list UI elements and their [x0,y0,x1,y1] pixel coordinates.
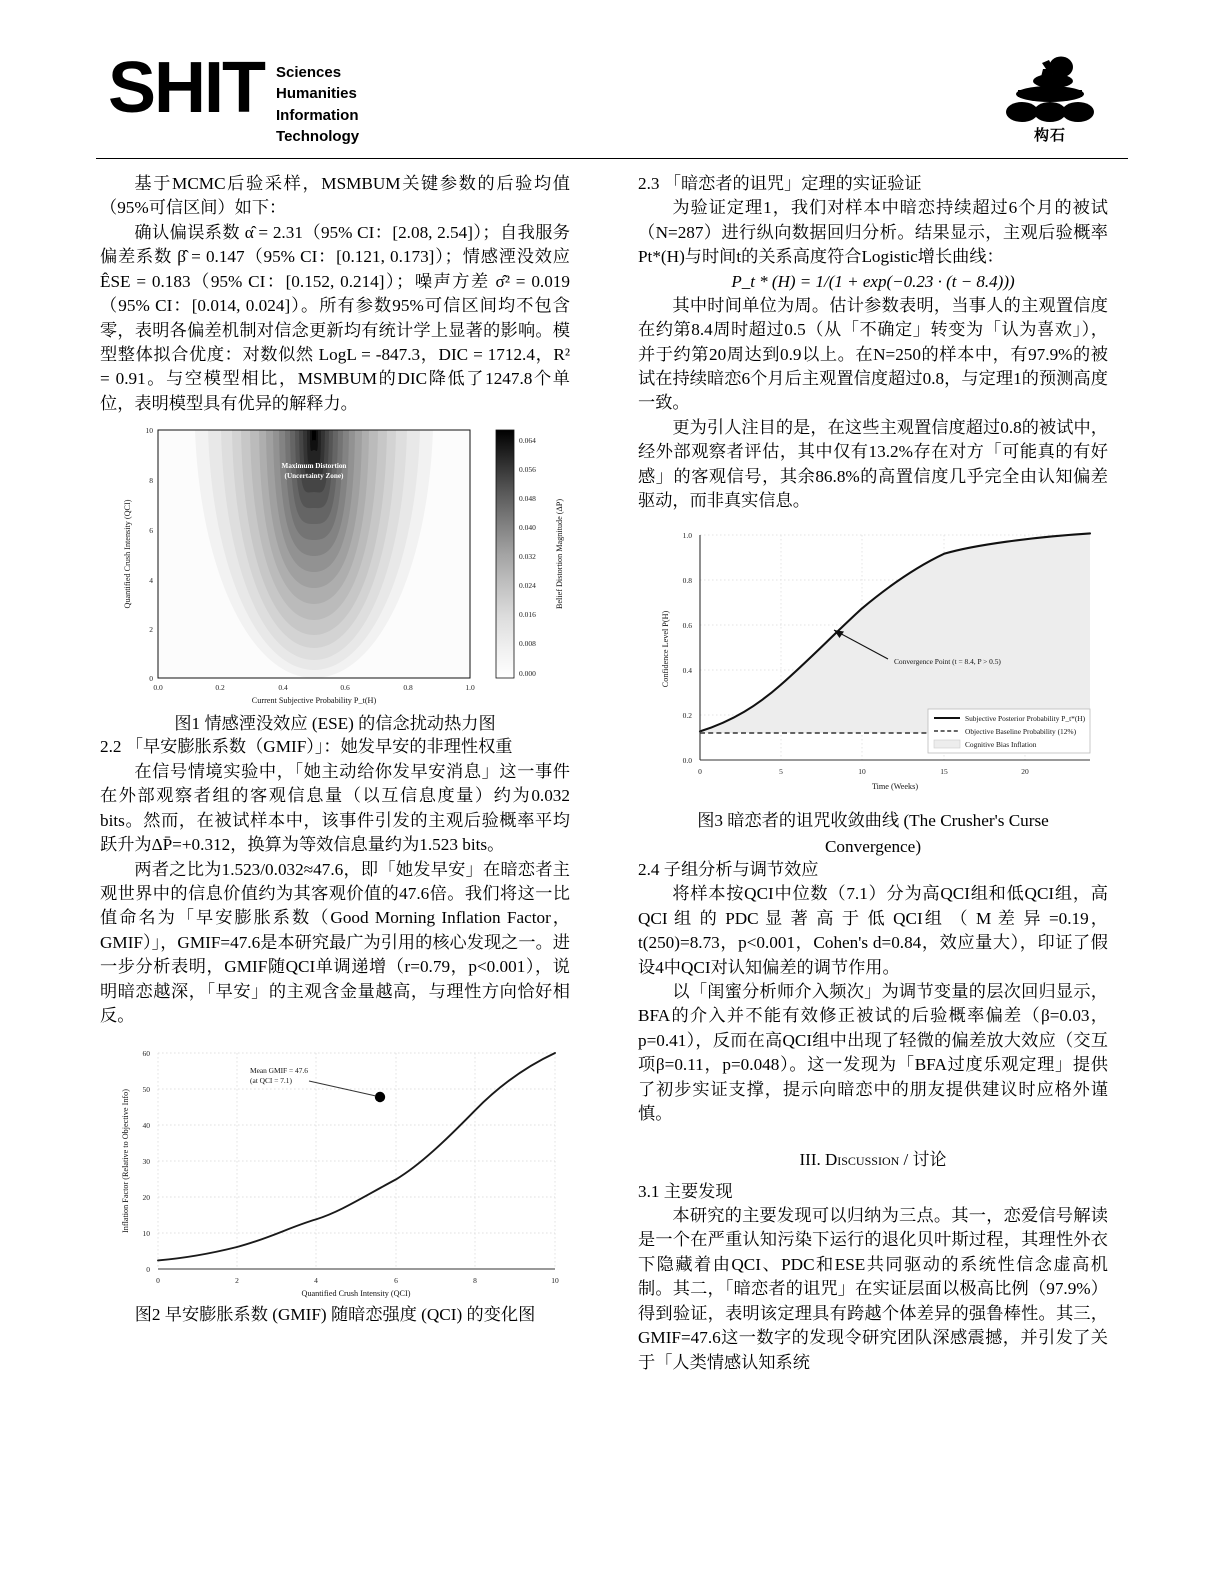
tick-label: 10 [551,1275,559,1285]
fig1-y-axis-label: Quantified Crush Intensity (QCI) [123,499,132,609]
colorbar-tick: 0.064 [519,436,536,446]
paragraph-theorem-validation: 为验证定理1，我们对样本中暗恋持续超过6个月的被试（N=287）进行纵向数据回归分析。结果显示，主观后验概率Pt*(H)与时间t的关系高度符合Logistic增长曲线： [638,198,1108,267]
tick-label: 10 [142,1228,150,1238]
tick-label: 60 [142,1048,150,1058]
tick-label: 0 [156,1275,160,1285]
journal-logo [108,48,360,147]
page-header [96,50,1128,160]
tick-label: 2 [235,1275,239,1285]
section-2-4-heading: 2.4 子组分析与调节效应 [638,859,819,879]
legend-label-objective: Objective Baseline Probability (12%) [965,727,1077,737]
colorbar-tick: 0.040 [519,523,536,533]
colorbar-tick: 0.024 [519,581,536,591]
publisher-logo-label: 构石 [1033,127,1066,144]
left-column [100,172,570,1326]
fig3-x-axis-label: Time (Weeks) [871,782,919,792]
discussion-section-heading: III. Discussion / 讨论 [799,1149,947,1169]
paragraph-main-findings: 本研究的主要发现可以归纳为三点。其一，恋爱信号解读是一个在严重认知污染下运行的退化贝叶斯过程，其理性外衣下隐藏着由QCI、PDC和ESE共同驱动的系统性信念虚高机制。其二，「暗恋者的诅咒」在实证层面以极高比例（97.9%）得到验证，表明该定理具有跨越个体差异的强鲁棒性。其三，GMIF=47.6这一数字的发现令研究团队深感震撼，并引发了关于「人类情感认知系统 [638,1205,1108,1372]
tick-label: 0.2 [215,683,225,693]
header-divider [96,158,1128,159]
tick-label: 0.6 [340,683,350,693]
tick-label: 6 [394,1275,398,1285]
section-2-2-heading: 2.2 「早安膨胀系数（GMIF）」：她发早安的非理性权重 [100,737,513,757]
fig2-y-axis-label: Inflation Factor (Relative to Objective Info) [121,1088,130,1233]
colorbar-tick: 0.048 [519,494,536,504]
legend-label-subjective: Subjective Posterior Probability P_t*(H) [965,714,1086,724]
fig3-y-axis-label: Confidence Level P(H) [661,611,670,688]
tick-label: 8 [473,1275,477,1285]
tick-label: 0 [149,674,153,684]
colorbar-tick: 0.032 [519,552,536,562]
colorbar-tick: 0.016 [519,610,536,620]
legend-label-bias-inflation: Cognitive Bias Inflation [965,740,1037,750]
fig1-x-axis-label: Current Subjective Probability P_t(H) [251,696,377,706]
tick-label: 4 [314,1275,318,1285]
paragraph-bfa-moderation: 以「闺蜜分析师介入频次」为调节变量的层次回归显示，BFA的介入并不能有效修正被试的后验概率偏差（β=0.03，p=0.41），反而在高QCI组中出现了轻微的偏差放大效应（交互项β=0.11，p=0.048）。这一发现为「BFA过度乐观定理」提供了初步实证支撑，提示向暗恋中的朋友提供建议时应格外谨慎。 [638,982,1108,1124]
tick-label: 20 [1021,767,1029,777]
journal-logo-subtitle [276,62,359,147]
colorbar-tick: 0.008 [519,639,536,649]
paragraph-time-units: 其中时间单位为周。估计参数表明，当事人的主观置信度在约第8.4周时超过0.5（从「不确定」转变为「认为喜欢」），并于约第20周达到0.9以上。在N=250的样本中，有97.9%的被试在持续暗恋6个月后主观置信度超过0.8，与定理1的预测高度一致。 [638,295,1108,413]
colorbar-tick: 0.056 [519,465,536,475]
figure-1-caption: 图1 情感湮没效应 (ESE) 的信念扰动热力图 [174,714,496,734]
tick-label: 0.4 [682,666,692,676]
tick-label: 0.8 [682,576,692,586]
section-2-3-heading: 2.3 「暗恋者的诅咒」定理的实证验证 [638,174,922,193]
paragraph-subgroup-analysis: 将样本按QCI中位数（7.1）分为高QCI组和低QCI组，高 QCI 组 的 PDC 显 著 高 于 低 QCI组 （ M 差 异 =0.19，t(250)=8.73，p<0.001，Cohen's d=0.84，效应量大），印证了假设4中QCI对认知偏差的调节作用。 [638,884,1108,977]
figure-1-heatmap [100,420,570,710]
tick-label: 1.0 [465,683,475,693]
logo-subtitle-line: Sciences [276,64,342,81]
heatmap-annotation-line1: Maximum Distortion [281,462,347,471]
tick-label: 20 [142,1192,150,1202]
logo-subtitle-line: Humanities [276,85,357,103]
paragraph-gmif-signal: 在信号情境实验中，「她主动给你发早安消息」这一事件在外部观察者组的客观信息量（以互信息度量）约为0.032 bits。然而，在被试样本中，该事件引发的主观后验概率平均跃升为ΔP̄=+0.312，换算为等效信息量约为1.523 bits。 [100,761,570,855]
tick-label: 0.4 [278,683,288,693]
colorbar-label: Belief Distortion Magnitude (ΔP) [555,499,564,610]
tick-label: 0.0 [153,683,163,693]
logo-subtitle-line: Information [276,106,359,124]
tick-label: 10 [858,767,866,777]
tick-label: 15 [940,767,948,777]
heatmap-annotation-line2: (Uncertainty Zone) [284,472,344,481]
tick-label: 2 [149,625,153,635]
tick-label: 30 [142,1156,150,1166]
publisher-logo [1000,54,1100,145]
figure-3-caption-line2: Convergence) [824,836,922,856]
right-column [638,172,1108,1375]
fig3-legend [928,709,1090,753]
tick-label: 0.0 [682,756,692,766]
tick-label: 0.6 [682,621,692,631]
tick-label: 6 [149,526,153,536]
tick-label: 1.0 [682,531,692,541]
colorbar-tick: 0.000 [519,669,536,679]
tick-label: 0 [146,1264,150,1274]
stacked-stones-icon [1004,54,1096,126]
section-3-1-heading: 3.1 主要发现 [638,1181,733,1201]
figure-3-caption-line1: 图3 暗恋者的诅咒收敛曲线 (The Crusher's Curse [697,811,1049,831]
logistic-formula: P_t * (H) = 1/(1 + exp(−0.23 · (t − 8.4))) [731,271,1015,291]
figure-2-gmif-curve [100,1031,570,1301]
fig2-x-axis-label: Quantified Crush Intensity (QCI) [301,1288,411,1298]
tick-label: 5 [779,767,783,777]
figure-3-convergence-curve [638,517,1108,807]
tick-label: 0.8 [403,683,413,693]
tick-label: 4 [149,576,153,586]
paragraph-gmif-ratio: 两者之比为1.523/0.032≈47.6，即「她发早安」在暗恋者主观世界中的信息价值约为其客观价值的47.6倍。我们将这一比值命名为「早安膨胀系数（Good Morning Inflation Factor，GMIF）」，GMIF=47.6是本研究最广为引用的核心发现之一。进一步分析表明，GMIF随QCI单调递增（r=0.79，p<0.001），说明暗恋越深，「早安」的主观含金量越高，与理性方向恰好相反。 [100,859,570,1026]
paragraph-objective-signal: 更为引人注目的是，在这些主观置信度超过0.8的被试中，经外部观察者评估，其中仅有13.2%存在对方「可能真的有好感」的客观信号，其余86.8%的高置信度几乎完全由认知偏差驱动，而非真实信息。 [638,417,1108,511]
fig2-mean-gmif-marker [375,1091,385,1101]
paragraph-parameter-estimates: 确认偏误系数 α̂ = 2.31（95% CI：[2.08, 2.54]）；自我服务偏差系数 β̂ = 0.147（95% CI：[0.121, 0.173]）；情感湮没效应 ÊSE = 0.183（95% CI：[0.152, 0.214]）；噪声方差 σ̂² = 0.019（95% CI：[0.014, 0.024]）。所有参数95%可信区间均不包含零，表明各偏差机制对信念更新均有统计学上显著的影响。模型整体拟合优度：对数似然 LogL = -847.3，DIC = 1712.4，R² = 0.91。与空模型相比，MSMBUM的DIC降低了1247.8个单位，表明模型具有优异的解释力。 [100,222,570,413]
tick-label: 50 [142,1084,150,1094]
tick-label: 40 [142,1120,150,1130]
figure-2-caption: 图2 早安膨胀系数 (GMIF) 随暗恋强度 (QCI) 的变化图 [134,1304,536,1324]
logo-subtitle-line: Technology [276,127,360,145]
paragraph-mcmc-intro: 基于MCMC后验采样，MSMBUM关键参数的后验均值（95%可信区间）如下： [100,174,570,218]
tick-label: 8 [149,476,153,486]
fig2-annotation-line1: Mean GMIF = 47.6 [250,1065,308,1075]
tick-label: 10 [145,426,153,436]
tick-label: 0.2 [682,711,692,721]
tick-label: 0 [698,767,702,777]
fig2-annotation-line2: (at QCI = 7.1) [250,1075,292,1085]
fig3-annotation-text: Convergence Point (t = 8.4, P > 0.5) [894,657,1001,667]
journal-logo-wordmark: SHIT [108,48,265,128]
